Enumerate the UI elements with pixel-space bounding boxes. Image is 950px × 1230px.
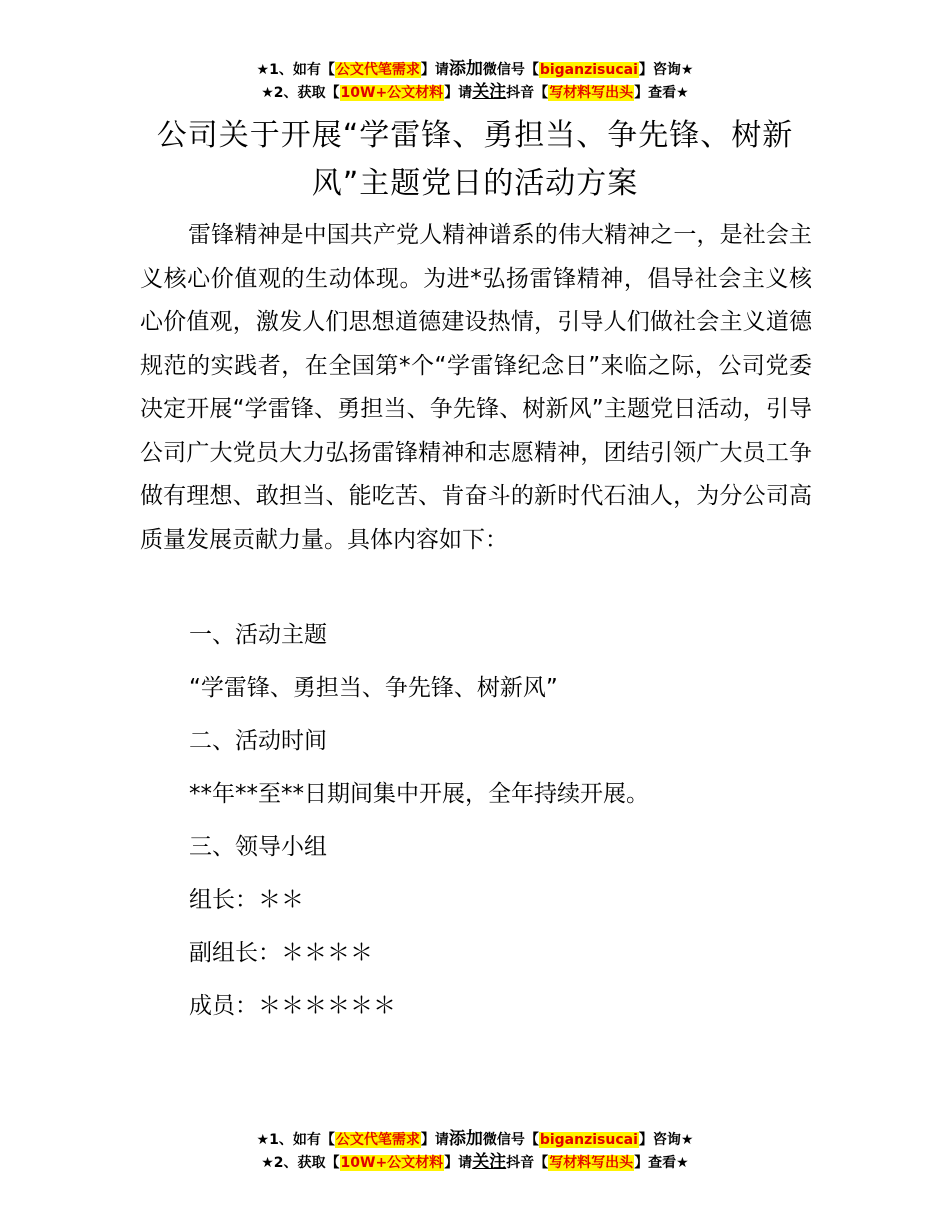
banner-highlight: 写材料写出头 — [549, 85, 634, 101]
banner-line-1 — [0, 58, 950, 81]
banner-line-1 — [0, 1128, 950, 1151]
section-2-heading: 二、活动时间 — [189, 728, 327, 754]
banner-highlight: 10W+公文材料 — [340, 85, 444, 101]
banner-text: 】请 — [444, 85, 473, 101]
members-line: 成员：＊＊＊＊＊＊ — [189, 993, 396, 1019]
banner-text: 抖音【 — [506, 85, 549, 101]
intro-paragraph: 雷锋精神是中国共产党人精神谱系的伟大精神之一，是社会主义核心价值观的生动体现。为进*弘扬雷锋精神，倡导社会主义核心价值观，激发人们思想道德建设热情，引导人们做社会主义道德规范的实践者，在全国第*个“学雷锋纪念日”来临之际，公司党委决定开展“学雷锋、勇担当、争先锋、树新风”主题党日活动，引导公司广大党员大力弘扬雷锋精神和志愿精神，团结引领广大员工争做有理想、敢担当、能吃苦、肯奋斗的新时代石油人，为分公司高质量发展贡献力量。具体内容如下： — [140, 222, 812, 553]
banner-emphasis: 关注 — [472, 82, 507, 102]
banner-highlight: 公文代笔需求 — [335, 1132, 420, 1148]
banner-text: 】请 — [444, 1155, 473, 1171]
banner-text: 微信号【 — [482, 62, 539, 78]
banner-text: 】咨询★ — [638, 62, 694, 78]
banner-text: 微信号【 — [482, 1132, 539, 1148]
bottom-banner — [0, 1128, 950, 1174]
top-banner — [0, 58, 950, 104]
banner-text: 】请 — [420, 1132, 449, 1148]
banner-text: 】请 — [420, 62, 449, 78]
section-1-text: “学雷锋、勇担当、争先锋、树新风” — [189, 675, 558, 701]
banner-highlight: 公文代笔需求 — [335, 62, 420, 78]
banner-line-2 — [0, 81, 950, 104]
deputy-leader-line: 副组长：＊＊＊＊ — [189, 940, 373, 966]
banner-text: 抖音【 — [506, 1155, 549, 1171]
document-title: 公司关于开展“学雷锋、勇担当、争先锋、树新风”主题党日的活动方案 — [156, 118, 794, 201]
banner-text: 】查看★ — [634, 85, 689, 101]
banner-highlight: 10W+公文材料 — [340, 1155, 444, 1171]
banner-text: 】咨询★ — [638, 1132, 694, 1148]
banner-text: 】查看★ — [634, 1155, 689, 1171]
banner-line-2 — [0, 1151, 950, 1174]
banner-emphasis: 添加 — [448, 59, 483, 79]
section-2-text: **年**至**日期间集中开展，全年持续开展。 — [189, 781, 649, 807]
banner-highlight: biganzisucai — [539, 62, 638, 78]
banner-highlight: biganzisucai — [539, 1132, 638, 1148]
leader-line: 组长：＊＊ — [189, 887, 304, 913]
section-1-heading: 一、活动主题 — [189, 622, 327, 648]
banner-text: ★1、如有【 — [256, 1132, 335, 1148]
section-3-heading: 三、领导小组 — [189, 834, 327, 860]
banner-text: ★2、获取【 — [261, 1155, 340, 1171]
banner-highlight: 写材料写出头 — [549, 1155, 634, 1171]
banner-emphasis: 关注 — [472, 1152, 507, 1172]
banner-text: ★1、如有【 — [256, 62, 335, 78]
banner-text: ★2、获取【 — [261, 85, 340, 101]
banner-emphasis: 添加 — [448, 1129, 483, 1149]
